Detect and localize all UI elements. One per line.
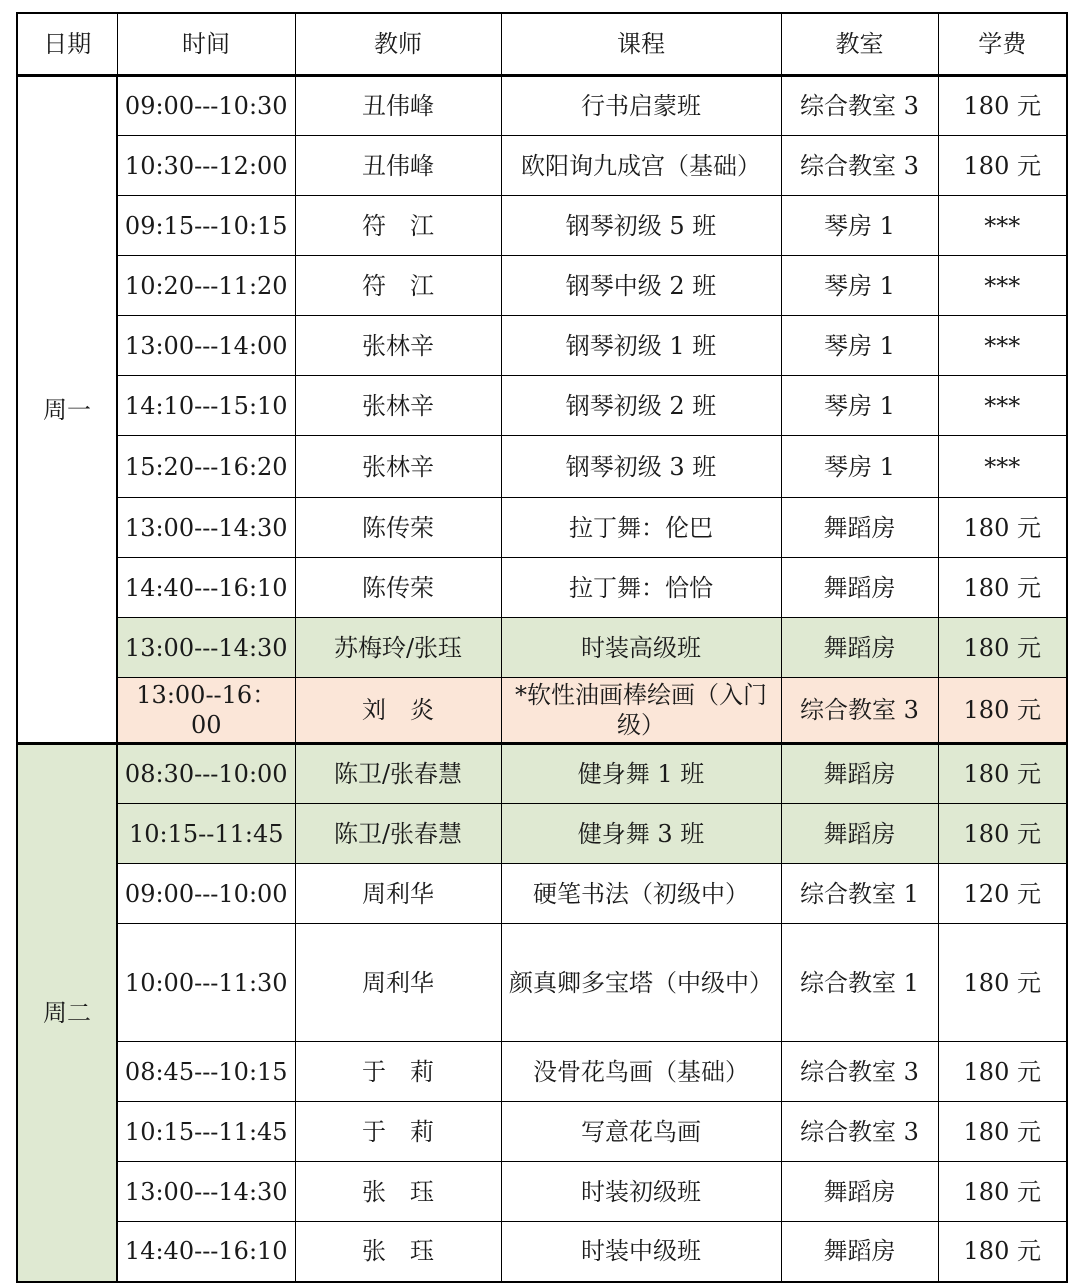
cell-fee: *** — [938, 376, 1067, 436]
cell-room: 舞蹈房 — [781, 498, 938, 558]
cell-fee: 180 元 — [938, 1102, 1067, 1162]
cell-fee: *** — [938, 256, 1067, 316]
cell-time: 10:30---12:00 — [117, 136, 295, 196]
day-label: 周一 — [17, 76, 117, 744]
cell-time: 14:40---16:10 — [117, 558, 295, 618]
cell-course: 欧阳询九成宫（基础） — [501, 136, 781, 196]
cell-course: 时装初级班 — [501, 1162, 781, 1222]
table-row — [17, 1102, 1067, 1162]
cell-room: 舞蹈房 — [781, 558, 938, 618]
cell-teacher: 陈传荣 — [295, 558, 501, 618]
cell-teacher: 张 珏 — [295, 1162, 501, 1222]
cell-room: 琴房 1 — [781, 196, 938, 256]
cell-room: 琴房 1 — [781, 316, 938, 376]
cell-fee: 180 元 — [938, 498, 1067, 558]
cell-teacher: 符 江 — [295, 256, 501, 316]
table-row — [17, 1042, 1067, 1102]
cell-fee: 180 元 — [938, 804, 1067, 864]
cell-time: 13:00---14:30 — [117, 498, 295, 558]
cell-room: 综合教室 3 — [781, 678, 938, 744]
tuesday-block — [17, 744, 1067, 1282]
cell-fee: 180 元 — [938, 924, 1067, 1042]
cell-room: 综合教室 3 — [781, 1102, 938, 1162]
cell-course: 颜真卿多宝塔（中级中） — [501, 924, 781, 1042]
table-row — [17, 376, 1067, 436]
cell-teacher: 苏梅玲/张珏 — [295, 618, 501, 678]
header-course: 课程 — [501, 13, 781, 76]
table-row — [17, 498, 1067, 558]
cell-course: 钢琴初级 2 班 — [501, 376, 781, 436]
cell-time: 10:15--11:45 — [117, 804, 295, 864]
cell-room: 综合教室 3 — [781, 1042, 938, 1102]
cell-course: 行书启蒙班 — [501, 76, 781, 136]
header-room: 教室 — [781, 13, 938, 76]
cell-time: 13:00--16：00 — [117, 678, 295, 744]
cell-teacher: 陈传荣 — [295, 498, 501, 558]
table-row — [17, 1222, 1067, 1282]
table-row — [17, 924, 1067, 1042]
cell-room: 舞蹈房 — [781, 1222, 938, 1282]
cell-teacher: 张林辛 — [295, 316, 501, 376]
table-row — [17, 256, 1067, 316]
table-row — [17, 136, 1067, 196]
header-row — [17, 13, 1067, 76]
cell-teacher: 陈卫/张春慧 — [295, 804, 501, 864]
table-row — [17, 436, 1067, 498]
cell-room: 琴房 1 — [781, 376, 938, 436]
cell-fee: 180 元 — [938, 744, 1067, 804]
header-time: 时间 — [117, 13, 295, 76]
table-row — [17, 1162, 1067, 1222]
cell-fee: *** — [938, 196, 1067, 256]
cell-course: 钢琴初级 3 班 — [501, 436, 781, 498]
cell-room: 舞蹈房 — [781, 618, 938, 678]
cell-time: 09:00---10:00 — [117, 864, 295, 924]
cell-teacher: 周利华 — [295, 864, 501, 924]
header-date: 日期 — [17, 13, 117, 76]
cell-room: 综合教室 3 — [781, 76, 938, 136]
cell-fee: 180 元 — [938, 618, 1067, 678]
cell-room: 综合教室 3 — [781, 136, 938, 196]
cell-fee: 180 元 — [938, 1042, 1067, 1102]
cell-time: 10:00---11:30 — [117, 924, 295, 1042]
cell-fee: 180 元 — [938, 76, 1067, 136]
cell-teacher: 陈卫/张春慧 — [295, 744, 501, 804]
cell-time: 10:15---11:45 — [117, 1102, 295, 1162]
header-fee: 学费 — [938, 13, 1067, 76]
cell-fee: *** — [938, 316, 1067, 376]
cell-room: 综合教室 1 — [781, 864, 938, 924]
cell-time: 08:45---10:15 — [117, 1042, 295, 1102]
cell-room: 舞蹈房 — [781, 1162, 938, 1222]
cell-teacher: 张林辛 — [295, 376, 501, 436]
cell-course: *软性油画棒绘画（入门级） — [501, 678, 781, 744]
table-row — [17, 76, 1067, 136]
cell-fee: 180 元 — [938, 1222, 1067, 1282]
cell-time: 13:00---14:00 — [117, 316, 295, 376]
cell-teacher: 丑伟峰 — [295, 76, 501, 136]
cell-course: 拉丁舞：伦巴 — [501, 498, 781, 558]
cell-course: 钢琴中级 2 班 — [501, 256, 781, 316]
cell-course: 钢琴初级 1 班 — [501, 316, 781, 376]
cell-fee: 180 元 — [938, 1162, 1067, 1222]
monday-block — [17, 76, 1067, 744]
cell-time: 10:20---11:20 — [117, 256, 295, 316]
cell-teacher: 丑伟峰 — [295, 136, 501, 196]
cell-fee: 180 元 — [938, 558, 1067, 618]
cell-room: 舞蹈房 — [781, 744, 938, 804]
table-row — [17, 864, 1067, 924]
cell-teacher: 符 江 — [295, 196, 501, 256]
course-schedule-table — [16, 12, 1068, 1283]
cell-course: 硬笔书法（初级中） — [501, 864, 781, 924]
cell-teacher: 张林辛 — [295, 436, 501, 498]
cell-time: 08:30---10:00 — [117, 744, 295, 804]
cell-time: 13:00---14:30 — [117, 1162, 295, 1222]
cell-teacher: 张 珏 — [295, 1222, 501, 1282]
cell-time: 15:20---16:20 — [117, 436, 295, 498]
cell-course: 写意花鸟画 — [501, 1102, 781, 1162]
header-teacher: 教师 — [295, 13, 501, 76]
cell-room: 舞蹈房 — [781, 804, 938, 864]
cell-teacher: 于 莉 — [295, 1042, 501, 1102]
table-row — [17, 744, 1067, 804]
cell-course: 健身舞 3 班 — [501, 804, 781, 864]
cell-teacher: 刘 炎 — [295, 678, 501, 744]
table-row — [17, 558, 1067, 618]
cell-time: 14:40---16:10 — [117, 1222, 295, 1282]
cell-room: 琴房 1 — [781, 436, 938, 498]
cell-time: 09:15---10:15 — [117, 196, 295, 256]
cell-fee: *** — [938, 436, 1067, 498]
table-row — [17, 196, 1067, 256]
cell-course: 时装中级班 — [501, 1222, 781, 1282]
table-row — [17, 678, 1067, 744]
cell-course: 拉丁舞：恰恰 — [501, 558, 781, 618]
cell-fee: 180 元 — [938, 136, 1067, 196]
cell-time: 14:10---15:10 — [117, 376, 295, 436]
cell-room: 琴房 1 — [781, 256, 938, 316]
cell-fee: 180 元 — [938, 678, 1067, 744]
cell-teacher: 于 莉 — [295, 1102, 501, 1162]
table-row — [17, 618, 1067, 678]
day-label: 周二 — [17, 744, 117, 1282]
cell-fee: 120 元 — [938, 864, 1067, 924]
cell-time: 13:00---14:30 — [117, 618, 295, 678]
cell-course: 时装高级班 — [501, 618, 781, 678]
cell-course: 没骨花鸟画（基础） — [501, 1042, 781, 1102]
cell-time: 09:00---10:30 — [117, 76, 295, 136]
table-row — [17, 804, 1067, 864]
cell-course: 健身舞 1 班 — [501, 744, 781, 804]
cell-teacher: 周利华 — [295, 924, 501, 1042]
cell-room: 综合教室 1 — [781, 924, 938, 1042]
cell-course: 钢琴初级 5 班 — [501, 196, 781, 256]
table-row — [17, 316, 1067, 376]
